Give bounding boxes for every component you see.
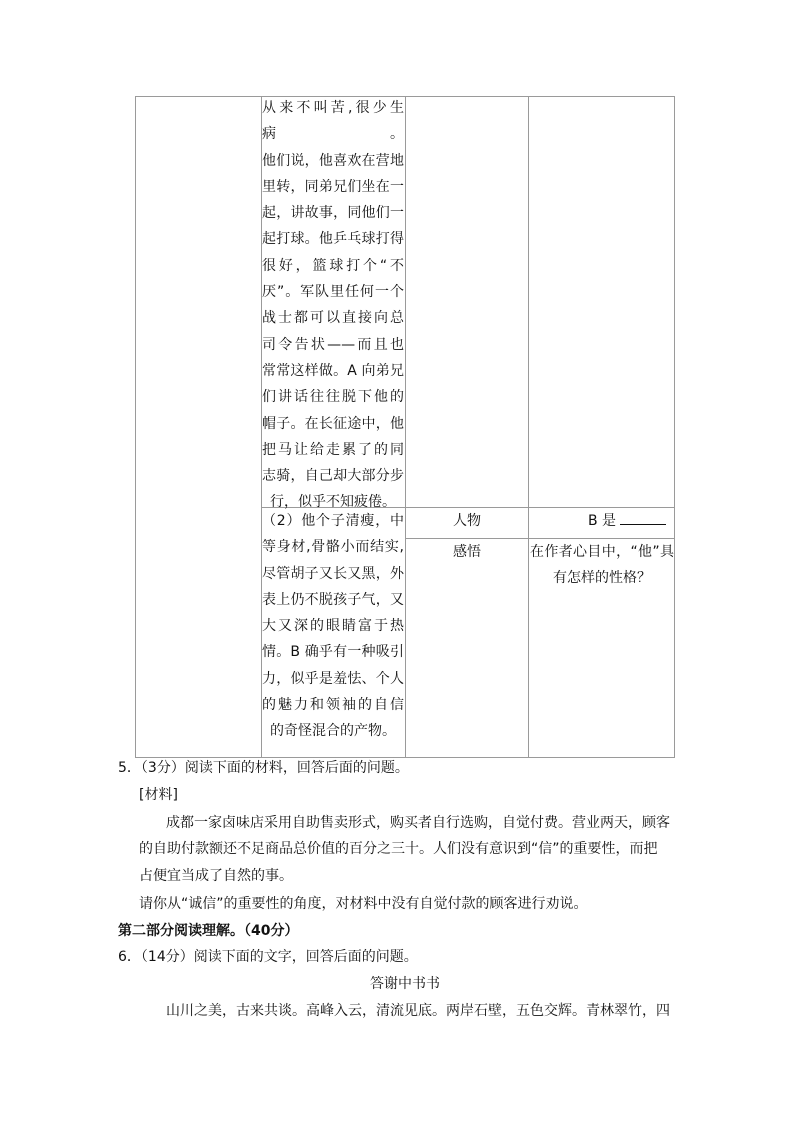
- row2-passage-line: 表上仍不脱孩子气，又: [262, 591, 404, 608]
- answer-blank: [620, 510, 666, 525]
- table-divider: [405, 97, 406, 757]
- row1-passage-line: 志骑，自己却大部分步: [262, 468, 404, 485]
- reading-table: [135, 96, 675, 758]
- question-cell: [530, 539, 674, 592]
- row2-passage-line: 大又深的眼睛富于热: [262, 618, 404, 635]
- label-insight: 感悟: [453, 544, 481, 560]
- row2-passage-line: 力，似乎是羞怯、个人: [262, 670, 404, 687]
- row1-passage-line: 行，似乎不知疲倦。: [270, 494, 396, 511]
- row1-passage-line: 起打球。他乒乓球打得: [262, 231, 404, 248]
- row2-passage-line: 情。B 确乎有一种吸引: [262, 644, 404, 661]
- answer-person: [588, 508, 666, 534]
- row1-passage-line: 把马让给走累了的同: [262, 441, 404, 458]
- question-line-1: 在作者心目中，“他”具: [530, 544, 674, 560]
- row2-passage-line: 尽管胡子又长又黑，外: [262, 565, 404, 582]
- row1-passage-line: 帽子。在长征途中，他: [262, 415, 404, 432]
- q5-material-tag: [材料]: [139, 787, 178, 803]
- q6-first-line: 山川之美，古来共谈。高峰入云，清流见底。两岸石壁，五色交辉。青林翠竹，四: [166, 1003, 670, 1019]
- row1-passage-line: 厌”。军队里任何一个: [262, 284, 404, 301]
- table-divider: [528, 97, 529, 757]
- row1-passage-line: 他们说，他喜欢在营地: [262, 152, 404, 169]
- q6-heading: 6．（14分）阅读下面的文字，回答后面的问题。: [118, 949, 418, 965]
- row1-passage-line: 战士都可以直接向总: [262, 310, 404, 327]
- row2-passage-line: 的奇怪混合的产物。: [270, 723, 396, 740]
- q5-heading: 5．（3分）阅读下面的材料，回答后面的问题。: [118, 760, 409, 776]
- row1-passage: [262, 95, 404, 516]
- row2-passage-line: （2）他个子清瘦，中: [262, 513, 404, 529]
- row1-passage-line: 们讲话往往脱下他的: [262, 389, 404, 406]
- row2-passage: [262, 508, 404, 745]
- q5-para-line-1: 成都一家卤味店采用自助售卖形式，购买者自行选购，自觉付费。营业两天，顾客: [166, 815, 670, 831]
- label-person: 人物: [453, 513, 481, 529]
- answer-person-text: B 是: [588, 513, 617, 529]
- row1-passage-line: 司令告状——而且也: [262, 336, 404, 353]
- row2-passage-line: 等身材,骨骼小而结实,: [262, 539, 404, 556]
- row1-passage-line: 起，讲故事，同他们一: [262, 205, 404, 222]
- q5-para-line-2: 的自助付款额还不足商品总价值的百分之三十。人们没有意识到“信”的重要性，而把: [139, 841, 658, 857]
- q6-title: 答谢中书书: [370, 976, 440, 992]
- question-line-2: 有怎样的性格？: [553, 570, 651, 587]
- row1-passage-line: 常常这样做。A 向弟兄: [262, 362, 404, 379]
- row1-passage-line: 很好，篮球打个“不: [262, 257, 404, 274]
- q5-prompt: 请你从“诚信”的重要性的角度，对材料中没有自觉付款的顾客进行劝说。: [139, 896, 588, 912]
- row2-passage-line: 的魅力和领袖的自信: [262, 697, 404, 714]
- row1-passage-line: 里转，同弟兄们坐在一: [262, 178, 404, 195]
- q5-para-line-3: 占便宜当成了自然的事。: [139, 868, 293, 884]
- row1-passage-line: 从来不叫苦,很少生病。: [262, 100, 404, 143]
- part2-heading: 第二部分阅读理解。（40分）: [118, 923, 299, 939]
